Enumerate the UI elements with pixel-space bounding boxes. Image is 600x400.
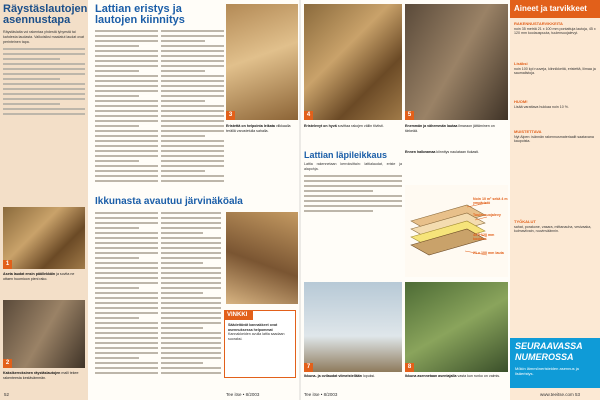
badge-1: 1: [3, 260, 12, 269]
sidebar-section-5: TYÖKALUT sahat, porakone, vasara, mittanauha, vesivaaka, kulmaviivain, ruuvinväännin.: [514, 219, 592, 234]
caption-2: Kaksikerroksinen räystäslautojen malli tekee rakenteesta kestävämmän.: [3, 371, 79, 380]
caption-6: Ennen halkeamaa kiinnitys naulataan tiukasti.: [405, 150, 480, 154]
body-col-1: [95, 30, 158, 190]
window-photo-8: [405, 282, 508, 372]
diagram-label-3: 45 x 120 mm koolaus: [473, 233, 495, 241]
caption-8: Ikkuna asennetaan asentajalla vasta kun runko on valmis.: [405, 374, 501, 378]
body-col-4: [161, 212, 221, 380]
sidebar-section-4: MUISTETTAVA Nyt Alpen: isännän rakennusmateriaalit saatavana kaupoista.: [514, 129, 594, 144]
heading-window: Ikkunasta avautuu järvinäköala: [95, 196, 243, 207]
sidebar-section-1: RAKENNUSTARVIKKEITA noin 35 metriä 21 x 100 mm pontattuja lautoja, 45 x 120 mm koolauspuuta, tuulensuojalevyt.: [514, 21, 596, 36]
next-issue-title-1: SEURAAVASSA: [515, 341, 583, 351]
window-photo: [226, 212, 298, 304]
sidebar-header: Aineet ja tarvikkeet: [510, 0, 600, 18]
vinkki-text: Säädettävät kannakkeet ovat asennuksessa helpommat Kannakkeiden avulla lattia saadaan suoraksi.: [228, 323, 285, 341]
caption-5: Enemmän ja vähemmän lautaa ilmaraon jättäminen on tärkeää.: [405, 124, 495, 133]
spine: [299, 0, 301, 400]
next-issue-text: Mökin lämmöneristeiden asennus ja lisäeristys.: [515, 366, 579, 376]
eaves-photo-2: [3, 300, 85, 368]
badge-4: 4: [304, 111, 313, 120]
vinkki-label: VINKKI: [225, 311, 253, 320]
body-col-3: [95, 212, 158, 380]
badge-7: 7: [304, 363, 313, 372]
folio-left-mag: Tee itse • 8/2003: [226, 392, 260, 397]
caption-1: Aseta laudat ensin päällekkäin ja sovita ne ottaen huomioon pieni rako.: [3, 272, 75, 281]
insulation-photo-3: [226, 4, 298, 120]
floor-photo-4: [304, 4, 402, 120]
window-photo-7: [304, 282, 402, 372]
body-col-2: [161, 30, 224, 190]
next-issue-title-2: NUMEROSSA: [515, 352, 574, 362]
diagram-label-2: Tuulensuojalevy: [473, 213, 501, 217]
diagram-label-4: 21 x 100 mm lauta: [473, 251, 504, 255]
folio-left: 52: [4, 392, 10, 397]
caption-4: Eristelevyt on hyvä sovittaa rakojen väliin tiiviisti.: [304, 124, 384, 128]
folio-right-mag: Tee itse • 8/2003: [304, 392, 338, 397]
next-issue-box: [510, 338, 600, 388]
floor-cross-section-diagram: [405, 185, 508, 277]
section-text: Lattia rakennetaan kerroksittain: lattialaudat, eriste ja alapohja.: [304, 162, 402, 222]
left-title: Räystäslautojen asennustapa: [3, 3, 88, 26]
badge-8: 8: [405, 363, 414, 372]
caption-3: Eristettä on helpointa leikata vilkkaalla terällä varustetulla sahalla.: [226, 124, 291, 133]
heading-insulation: Lattian eristys ja lautojen kiinnitys: [95, 3, 185, 26]
diagram-label-1: Noin 10 m² sekä 4 m ympäristö: [473, 197, 508, 205]
eaves-photo-1: [3, 207, 85, 269]
badge-2: 2: [3, 359, 12, 368]
vinkki-box: [224, 310, 296, 378]
badge-5: 5: [405, 111, 414, 120]
sidebar-section-3: HUOM! Lisää varattava hukkaa noin 10 %.: [514, 99, 569, 109]
sidebar-section-2: Lisäksi noin 100 kpl ruuveja, kiinnikkeitä, eristettä, liimaa ja saumalistoja.: [514, 61, 596, 76]
floor-photo-5: [405, 4, 508, 120]
left-lead-text: Räystäslaita voi rakentaa yhdestä lyhyestä tai kahdesta laudasta. Valkoisiksi maalatut laudat ovat perinteinen tapa.: [3, 30, 85, 118]
folio-right: www.teeitse.com 53: [540, 392, 581, 397]
heading-section: Lattian läpileikkaus: [304, 150, 388, 160]
badge-3: 3: [226, 111, 235, 120]
caption-7: Ikkuna- ja ovilaudat viimeistellään lopuksi.: [304, 374, 376, 378]
